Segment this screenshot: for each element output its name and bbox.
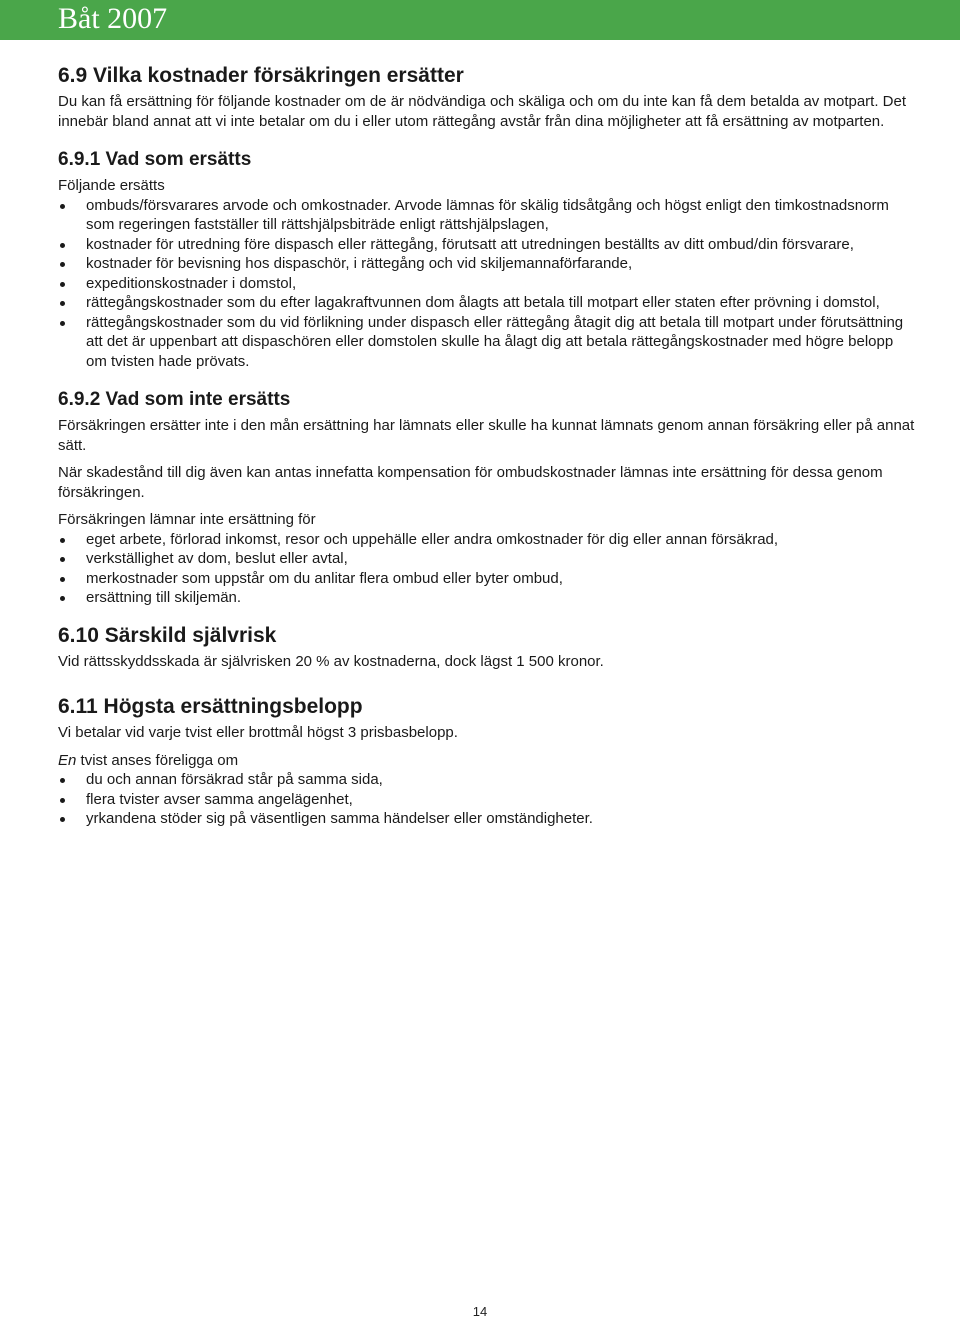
paragraph: När skadestånd till dig även kan antas innefatta kompensation för ombudskostnader lämnas inte ersättning för dessa genom försäkringen.: [58, 464, 883, 501]
header-banner: [0, 0, 960, 40]
list-lead: [58, 751, 918, 771]
section-intro: Du kan få ersättning för följande kostnader om de är nödvändiga och skäliga och om du inte kan få dem betalda av motpart. Det innebär bland annat att vi inte betalar om du i eller utom rättegång avstår från dina möjligheter att få ersättning av motparten.: [58, 93, 907, 130]
section-heading: 6.9 Vilka kostnader försäkringen ersätter: [58, 64, 464, 87]
paragraph: Vi betalar vid varje tvist eller brottmål högst 3 prisbasbelopp.: [58, 724, 458, 741]
subsection-heading: 6.9.2 Vad som inte ersätts: [58, 389, 291, 410]
list-lead: Följande ersätts: [58, 177, 165, 194]
list-lead: Försäkringen lämnar inte ersättning för: [58, 511, 316, 528]
section-6-10: [58, 622, 918, 672]
section-6-9-2: [58, 387, 918, 608]
list-item: flera tvister avser samma angelägenhet,: [58, 790, 918, 810]
list-item: merkostnader som uppstår om du anlitar flera ombud eller byter ombud,: [58, 569, 918, 589]
section-heading: 6.11 Högsta ersättningsbelopp: [58, 695, 363, 718]
dispute-conditions-list: [58, 770, 918, 829]
paragraph: Vid rättsskyddsskada är självrisken 20 % av kostnaderna, dock lägst 1 500 kronor.: [58, 652, 604, 670]
page-content: [58, 62, 918, 829]
section-heading: 6.10 Särskild självrisk: [58, 623, 277, 647]
list-item: yrkandena stöder sig på väsentligen samma händelser eller omständigheter.: [58, 809, 918, 829]
list-lead-rest: tvist anses föreligga om: [76, 751, 239, 769]
section-6-11: [58, 693, 918, 829]
list-item: ersättning till skiljemän.: [58, 588, 918, 608]
list-item: rättegångskostnader som du vid förlikning under dispasch eller rättegång åtagit dig att betala till motpart under förutsättning att det är uppenbart att dispaschören eller domstolen skulle ha ålagt dig att betala rättegångskostnader med högre belopp om tvisten hade prövats.: [58, 313, 918, 372]
list-item: du och annan försäkrad står på samma sida,: [58, 770, 918, 790]
list-item: rättegångskostnader som du efter lagakraftvunnen dom ålagts att betala till motpart eller staten efter prövning i domstol,: [58, 293, 918, 313]
paragraph: Försäkringen ersätter inte i den mån ersättning har lämnats eller skulle ha kunnat lämnats genom annan försäkring eller på annat sätt.: [58, 417, 915, 454]
covered-costs-list: [58, 196, 918, 372]
list-item: kostnader för utredning före dispasch eller rättegång, förutsatt att utredningen beställts av ditt ombud/din försvarare,: [58, 235, 918, 255]
section-6-9: [58, 62, 918, 131]
emphasis: En: [58, 751, 77, 769]
list-item: eget arbete, förlorad inkomst, resor och uppehälle eller andra omkostnader för dig eller annan försäkrad,: [58, 530, 918, 550]
document-title: Båt 2007: [58, 2, 168, 35]
section-6-9-1: [58, 147, 918, 371]
list-item: verkställighet av dom, beslut eller avtal,: [58, 549, 918, 569]
excluded-costs-list: [58, 530, 918, 608]
page-number: 14: [472, 1304, 488, 1319]
list-item: kostnader för bevisning hos dispaschör, i rättegång och vid skiljemannaförfarande,: [58, 254, 918, 274]
subsection-heading: 6.9.1 Vad som ersätts: [58, 149, 252, 170]
list-item: ombuds/försvarares arvode och omkostnader. Arvode lämnas för skälig tidsåtgång och högst enligt den timkostnadsnorm som regeringen fastställer till rättshjälpsbiträde enligt rättshjälpslagen,: [58, 196, 918, 235]
list-item: expeditionskostnader i domstol,: [58, 274, 918, 294]
